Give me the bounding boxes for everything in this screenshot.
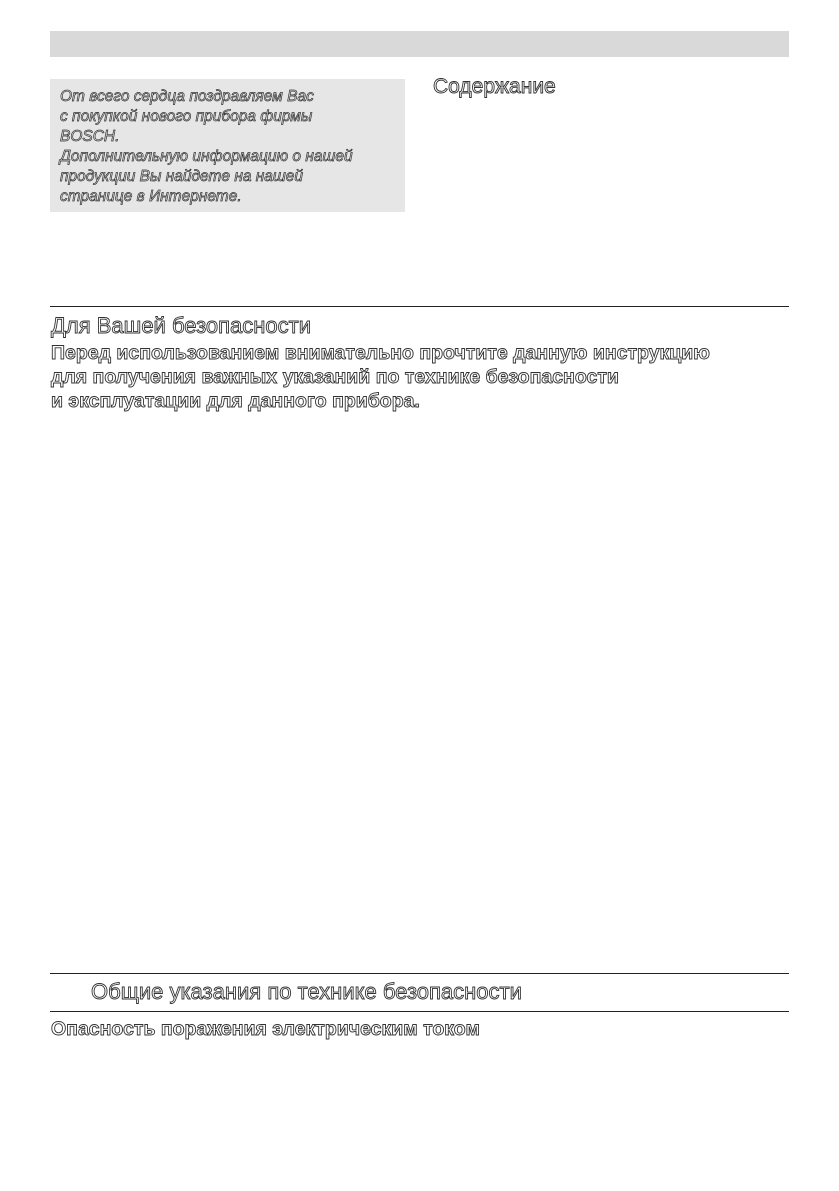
welcome-box [50, 79, 405, 212]
safety-intro: Перед использованием внимательно прочтите данную инструкцию для получения важных указаний по технике безопасности и эксплуатации для данного прибора. [51, 342, 710, 412]
divider [50, 973, 789, 974]
electric-shock-subheading: Опасность поражения электрическим током [51, 1018, 480, 1040]
header-bar [50, 31, 789, 57]
toc-title: Содержание [433, 75, 556, 98]
divider [50, 306, 789, 307]
divider [50, 1011, 789, 1012]
general-safety-heading: Общие указания по технике безопасности [91, 979, 522, 1004]
safety-heading: Для Вашей безопасности [51, 313, 312, 338]
welcome-text: От всего сердца поздравляем Вас с покупкой нового прибора фирмы BOSCH. Дополнительную информацию о нашей продукции Вы найдете на нашей странице в Интернете. [60, 88, 353, 205]
